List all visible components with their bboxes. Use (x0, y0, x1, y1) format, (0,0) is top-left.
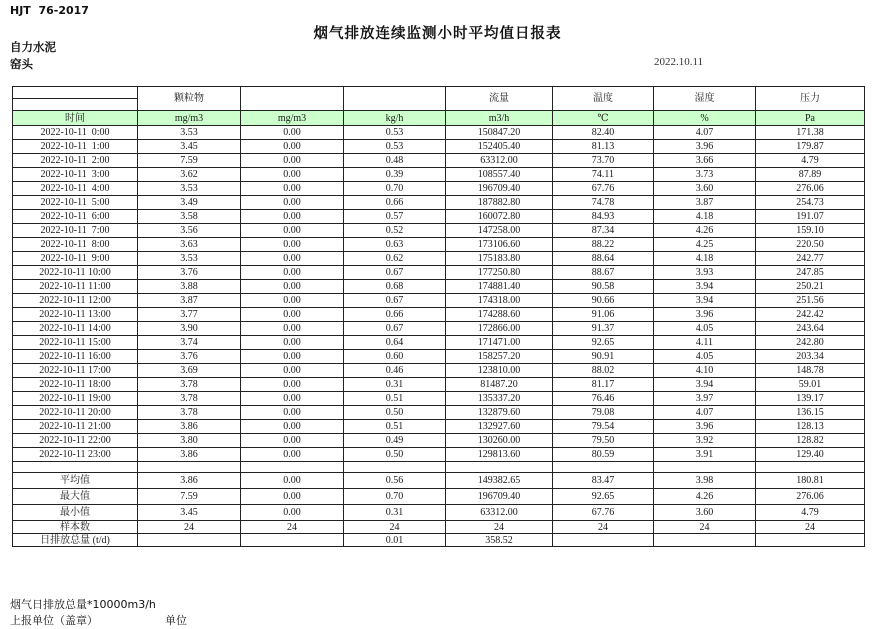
group-header-row (13, 87, 865, 99)
value-cell: 0.53 (344, 126, 446, 140)
summary-value-cell: 63312.00 (446, 505, 553, 521)
summary-value-cell: 0.70 (344, 489, 446, 505)
summary-value-cell: 24 (138, 521, 241, 534)
value-cell: 0.00 (241, 238, 344, 252)
header-corner-top-cell (13, 87, 138, 99)
value-cell: 173106.60 (446, 238, 553, 252)
value-cell: 4.07 (654, 126, 756, 140)
value-cell: 0.49 (344, 434, 446, 448)
doc-code: HJT 76-2017 (10, 4, 89, 17)
data-row (13, 280, 865, 294)
value-cell: 3.80 (138, 434, 241, 448)
value-cell: 0.00 (241, 294, 344, 308)
value-cell: 152405.40 (446, 140, 553, 154)
time-cell: 2022-10-11 10:00 (13, 266, 138, 280)
value-cell: 0.00 (241, 308, 344, 322)
value-cell: 76.46 (553, 392, 654, 406)
summary-value-cell: 196709.40 (446, 489, 553, 505)
time-cell: 2022-10-11 7:00 (13, 224, 138, 238)
data-row (13, 224, 865, 238)
report-unit-label: 上报单位（盖章） (10, 614, 98, 627)
value-cell: 4.05 (654, 350, 756, 364)
value-cell: 0.00 (241, 266, 344, 280)
value-cell: 80.59 (553, 448, 654, 462)
summary-label: 日排放总量 (t/d) (13, 534, 138, 547)
unit-percent: % (654, 111, 756, 126)
value-cell: 129.40 (756, 448, 865, 462)
data-row (13, 182, 865, 196)
value-cell: 3.87 (654, 196, 756, 210)
value-cell: 242.42 (756, 308, 865, 322)
value-cell: 171471.00 (446, 336, 553, 350)
time-cell: 2022-10-11 21:00 (13, 420, 138, 434)
value-cell: 3.73 (654, 168, 756, 182)
data-row (13, 196, 865, 210)
column-header-humidity: 湿度 (654, 87, 756, 111)
value-cell: 3.77 (138, 308, 241, 322)
value-cell: 0.00 (241, 252, 344, 266)
column-header-particulate: 颗粒物 (138, 87, 241, 111)
value-cell: 3.86 (138, 448, 241, 462)
summary-label: 最大值 (13, 489, 138, 505)
data-row (13, 252, 865, 266)
time-cell: 2022-10-11 20:00 (13, 406, 138, 420)
value-cell: 242.80 (756, 336, 865, 350)
time-cell: 2022-10-11 22:00 (13, 434, 138, 448)
value-cell: 4.18 (654, 252, 756, 266)
value-cell: 87.34 (553, 224, 654, 238)
value-cell: 3.94 (654, 280, 756, 294)
value-cell: 4.25 (654, 238, 756, 252)
value-cell: 81.17 (553, 378, 654, 392)
value-cell: 0.00 (241, 420, 344, 434)
value-cell: 128.13 (756, 420, 865, 434)
summary-row (13, 521, 865, 534)
value-cell: 3.93 (654, 266, 756, 280)
value-cell: 196709.40 (446, 182, 553, 196)
summary-row (13, 534, 865, 547)
summary-value-cell: 358.52 (446, 534, 553, 547)
value-cell: 88.02 (553, 364, 654, 378)
value-cell: 148.78 (756, 364, 865, 378)
value-cell: 172866.00 (446, 322, 553, 336)
value-cell: 4.26 (654, 224, 756, 238)
value-cell: 3.60 (654, 182, 756, 196)
value-cell: 136.15 (756, 406, 865, 420)
value-cell: 3.45 (138, 140, 241, 154)
data-row (13, 238, 865, 252)
summary-row (13, 473, 865, 489)
value-cell: 3.96 (654, 420, 756, 434)
unit-kg-h: kg/h (344, 111, 446, 126)
column-header-time: 时间 (13, 111, 138, 126)
value-cell: 171.38 (756, 126, 865, 140)
value-cell: 88.22 (553, 238, 654, 252)
value-cell: 3.78 (138, 406, 241, 420)
summary-row (13, 489, 865, 505)
summary-value-cell: 3.98 (654, 473, 756, 489)
summary-value-cell: 67.76 (553, 505, 654, 521)
time-cell: 2022-10-11 5:00 (13, 196, 138, 210)
value-cell: 3.92 (654, 434, 756, 448)
value-cell: 247.85 (756, 266, 865, 280)
summary-value-cell: 0.00 (241, 473, 344, 489)
value-cell: 81487.20 (446, 378, 553, 392)
value-cell: 63312.00 (446, 154, 553, 168)
value-cell: 3.69 (138, 364, 241, 378)
summary-value-cell: 24 (756, 521, 865, 534)
value-cell: 174318.00 (446, 294, 553, 308)
summary-value-cell: 7.59 (138, 489, 241, 505)
summary-value-cell: 0.31 (344, 505, 446, 521)
column-header-temperature: 温度 (553, 87, 654, 111)
unit-header-row (13, 111, 865, 126)
value-cell: 59.01 (756, 378, 865, 392)
data-row (13, 308, 865, 322)
unit-label: 单位 (165, 614, 187, 627)
empty-cell (344, 462, 446, 473)
column-header-blank-2 (344, 87, 446, 111)
report-date: 2022.10.11 (654, 56, 704, 68)
data-row (13, 434, 865, 448)
value-cell: 73.70 (553, 154, 654, 168)
value-cell: 4.05 (654, 322, 756, 336)
value-cell: 175183.80 (446, 252, 553, 266)
summary-value-cell: 3.86 (138, 473, 241, 489)
summary-value-cell: 24 (344, 521, 446, 534)
value-cell: 4.11 (654, 336, 756, 350)
value-cell: 81.13 (553, 140, 654, 154)
empty-cell (756, 462, 865, 473)
time-cell: 2022-10-11 6:00 (13, 210, 138, 224)
value-cell: 0.00 (241, 224, 344, 238)
value-cell: 0.00 (241, 322, 344, 336)
value-cell: 0.00 (241, 154, 344, 168)
value-cell: 0.63 (344, 238, 446, 252)
time-cell: 2022-10-11 8:00 (13, 238, 138, 252)
separator-row (13, 462, 865, 473)
value-cell: 3.94 (654, 378, 756, 392)
value-cell: 108557.40 (446, 168, 553, 182)
time-cell: 2022-10-11 16:00 (13, 350, 138, 364)
summary-value-cell (654, 534, 756, 547)
value-cell: 3.96 (654, 140, 756, 154)
data-row (13, 154, 865, 168)
value-cell: 276.06 (756, 182, 865, 196)
value-cell: 0.00 (241, 280, 344, 294)
value-cell: 90.91 (553, 350, 654, 364)
unit-pa: Pa (756, 111, 865, 126)
time-cell: 2022-10-11 23:00 (13, 448, 138, 462)
value-cell: 84.93 (553, 210, 654, 224)
empty-cell (138, 462, 241, 473)
value-cell: 3.62 (138, 168, 241, 182)
value-cell: 0.00 (241, 364, 344, 378)
value-cell: 0.62 (344, 252, 446, 266)
time-cell: 2022-10-11 2:00 (13, 154, 138, 168)
value-cell: 250.21 (756, 280, 865, 294)
summary-value-cell (138, 534, 241, 547)
value-cell: 91.06 (553, 308, 654, 322)
value-cell: 242.77 (756, 252, 865, 266)
value-cell: 4.18 (654, 210, 756, 224)
summary-value-cell: 92.65 (553, 489, 654, 505)
value-cell: 0.31 (344, 378, 446, 392)
value-cell: 0.00 (241, 196, 344, 210)
value-cell: 3.49 (138, 196, 241, 210)
value-cell: 3.63 (138, 238, 241, 252)
value-cell: 0.50 (344, 448, 446, 462)
summary-label: 平均值 (13, 473, 138, 489)
value-cell: 74.78 (553, 196, 654, 210)
value-cell: 0.51 (344, 392, 446, 406)
empty-cell (446, 462, 553, 473)
time-cell: 2022-10-11 17:00 (13, 364, 138, 378)
data-row (13, 210, 865, 224)
value-cell: 4.79 (756, 154, 865, 168)
value-cell: 91.37 (553, 322, 654, 336)
value-cell: 129813.60 (446, 448, 553, 462)
value-cell: 74.11 (553, 168, 654, 182)
value-cell: 123810.00 (446, 364, 553, 378)
value-cell: 92.65 (553, 336, 654, 350)
value-cell: 132879.60 (446, 406, 553, 420)
value-cell: 139.17 (756, 392, 865, 406)
empty-cell (654, 462, 756, 473)
summary-value-cell (241, 534, 344, 547)
summary-value-cell: 24 (446, 521, 553, 534)
summary-value-cell: 0.56 (344, 473, 446, 489)
value-cell: 0.67 (344, 266, 446, 280)
station-name: 窑头 (10, 57, 33, 71)
value-cell: 3.58 (138, 210, 241, 224)
data-row (13, 448, 865, 462)
time-cell: 2022-10-11 1:00 (13, 140, 138, 154)
value-cell: 191.07 (756, 210, 865, 224)
value-cell: 179.87 (756, 140, 865, 154)
data-row (13, 336, 865, 350)
summary-value-cell (553, 534, 654, 547)
value-cell: 4.07 (654, 406, 756, 420)
value-cell: 90.58 (553, 280, 654, 294)
value-cell: 130260.00 (446, 434, 553, 448)
value-cell: 158257.20 (446, 350, 553, 364)
summary-value-cell: 3.60 (654, 505, 756, 521)
value-cell: 160072.80 (446, 210, 553, 224)
data-row (13, 420, 865, 434)
data-row (13, 294, 865, 308)
value-cell: 3.66 (654, 154, 756, 168)
value-cell: 128.82 (756, 434, 865, 448)
value-cell: 203.34 (756, 350, 865, 364)
value-cell: 187882.80 (446, 196, 553, 210)
summary-value-cell: 24 (241, 521, 344, 534)
value-cell: 159.10 (756, 224, 865, 238)
value-cell: 0.00 (241, 336, 344, 350)
value-cell: 251.56 (756, 294, 865, 308)
value-cell: 79.54 (553, 420, 654, 434)
value-cell: 3.76 (138, 350, 241, 364)
summary-value-cell: 276.06 (756, 489, 865, 505)
column-header-flow: 流量 (446, 87, 553, 111)
value-cell: 147258.00 (446, 224, 553, 238)
data-row (13, 266, 865, 280)
value-cell: 220.50 (756, 238, 865, 252)
value-cell: 3.53 (138, 182, 241, 196)
value-cell: 0.00 (241, 350, 344, 364)
header-corner-bottom-cell (13, 99, 138, 111)
data-row (13, 140, 865, 154)
unit-mg-m3-a: mg/m3 (138, 111, 241, 126)
value-cell: 0.52 (344, 224, 446, 238)
column-header-pressure: 压力 (756, 87, 865, 111)
value-cell: 174881.40 (446, 280, 553, 294)
value-cell: 0.00 (241, 210, 344, 224)
time-cell: 2022-10-11 11:00 (13, 280, 138, 294)
value-cell: 0.48 (344, 154, 446, 168)
empty-cell (553, 462, 654, 473)
value-cell: 4.10 (654, 364, 756, 378)
value-cell: 3.91 (654, 448, 756, 462)
value-cell: 0.39 (344, 168, 446, 182)
footer-note: 烟气日排放总量*10000m3/h (10, 598, 156, 611)
time-cell: 2022-10-11 18:00 (13, 378, 138, 392)
time-cell: 2022-10-11 19:00 (13, 392, 138, 406)
value-cell: 150847.20 (446, 126, 553, 140)
value-cell: 87.89 (756, 168, 865, 182)
column-header-blank-1 (241, 87, 344, 111)
unit-mg-m3-b: mg/m3 (241, 111, 344, 126)
value-cell: 135337.20 (446, 392, 553, 406)
value-cell: 3.74 (138, 336, 241, 350)
page-title: 烟气排放连续监测小时平均值日报表 (313, 26, 562, 42)
company-name: 自力水泥 (10, 40, 56, 54)
value-cell: 3.86 (138, 420, 241, 434)
data-row (13, 364, 865, 378)
value-cell: 243.64 (756, 322, 865, 336)
value-cell: 3.53 (138, 252, 241, 266)
data-row (13, 350, 865, 364)
data-row (13, 322, 865, 336)
time-cell: 2022-10-11 14:00 (13, 322, 138, 336)
value-cell: 0.60 (344, 350, 446, 364)
summary-value-cell: 4.26 (654, 489, 756, 505)
report-table (12, 86, 865, 547)
summary-value-cell: 180.81 (756, 473, 865, 489)
data-row (13, 168, 865, 182)
value-cell: 3.78 (138, 392, 241, 406)
value-cell: 132927.60 (446, 420, 553, 434)
value-cell: 79.50 (553, 434, 654, 448)
value-cell: 3.96 (654, 308, 756, 322)
value-cell: 0.64 (344, 336, 446, 350)
data-row (13, 378, 865, 392)
value-cell: 0.66 (344, 196, 446, 210)
summary-value-cell: 0.00 (241, 505, 344, 521)
value-cell: 0.00 (241, 182, 344, 196)
time-cell: 2022-10-11 4:00 (13, 182, 138, 196)
summary-value-cell: 3.45 (138, 505, 241, 521)
data-row (13, 406, 865, 420)
unit-m3-h: m3/h (446, 111, 553, 126)
value-cell: 0.50 (344, 406, 446, 420)
value-cell: 0.00 (241, 140, 344, 154)
summary-row (13, 505, 865, 521)
value-cell: 0.00 (241, 448, 344, 462)
time-cell: 2022-10-11 12:00 (13, 294, 138, 308)
value-cell: 3.53 (138, 126, 241, 140)
value-cell: 3.94 (654, 294, 756, 308)
summary-value-cell: 149382.65 (446, 473, 553, 489)
time-cell: 2022-10-11 9:00 (13, 252, 138, 266)
value-cell: 3.87 (138, 294, 241, 308)
summary-value-cell: 24 (654, 521, 756, 534)
value-cell: 0.00 (241, 406, 344, 420)
value-cell: 0.00 (241, 168, 344, 182)
summary-value-cell: 4.79 (756, 505, 865, 521)
value-cell: 3.88 (138, 280, 241, 294)
value-cell: 0.68 (344, 280, 446, 294)
value-cell: 0.57 (344, 210, 446, 224)
value-cell: 82.40 (553, 126, 654, 140)
value-cell: 79.08 (553, 406, 654, 420)
empty-cell (241, 462, 344, 473)
value-cell: 174288.60 (446, 308, 553, 322)
data-row (13, 392, 865, 406)
summary-value-cell: 0.00 (241, 489, 344, 505)
value-cell: 3.78 (138, 378, 241, 392)
value-cell: 3.76 (138, 266, 241, 280)
data-row (13, 126, 865, 140)
summary-value-cell: 24 (553, 521, 654, 534)
value-cell: 3.56 (138, 224, 241, 238)
value-cell: 0.66 (344, 308, 446, 322)
time-cell: 2022-10-11 0:00 (13, 126, 138, 140)
value-cell: 7.59 (138, 154, 241, 168)
value-cell: 0.51 (344, 420, 446, 434)
summary-value-cell (756, 534, 865, 547)
summary-value-cell: 83.47 (553, 473, 654, 489)
value-cell: 67.76 (553, 182, 654, 196)
value-cell: 88.67 (553, 266, 654, 280)
value-cell: 3.97 (654, 392, 756, 406)
summary-value-cell: 0.01 (344, 534, 446, 547)
value-cell: 0.00 (241, 378, 344, 392)
value-cell: 0.67 (344, 322, 446, 336)
value-cell: 0.00 (241, 434, 344, 448)
summary-label: 样本数 (13, 521, 138, 534)
value-cell: 0.53 (344, 140, 446, 154)
value-cell: 88.64 (553, 252, 654, 266)
value-cell: 0.00 (241, 126, 344, 140)
value-cell: 0.46 (344, 364, 446, 378)
empty-cell (13, 462, 138, 473)
time-cell: 2022-10-11 15:00 (13, 336, 138, 350)
time-cell: 2022-10-11 13:00 (13, 308, 138, 322)
unit-celsius: ℃ (553, 111, 654, 126)
value-cell: 177250.80 (446, 266, 553, 280)
value-cell: 0.70 (344, 182, 446, 196)
value-cell: 254.73 (756, 196, 865, 210)
summary-label: 最小值 (13, 505, 138, 521)
value-cell: 0.67 (344, 294, 446, 308)
value-cell: 0.00 (241, 392, 344, 406)
value-cell: 3.90 (138, 322, 241, 336)
value-cell: 90.66 (553, 294, 654, 308)
time-cell: 2022-10-11 3:00 (13, 168, 138, 182)
